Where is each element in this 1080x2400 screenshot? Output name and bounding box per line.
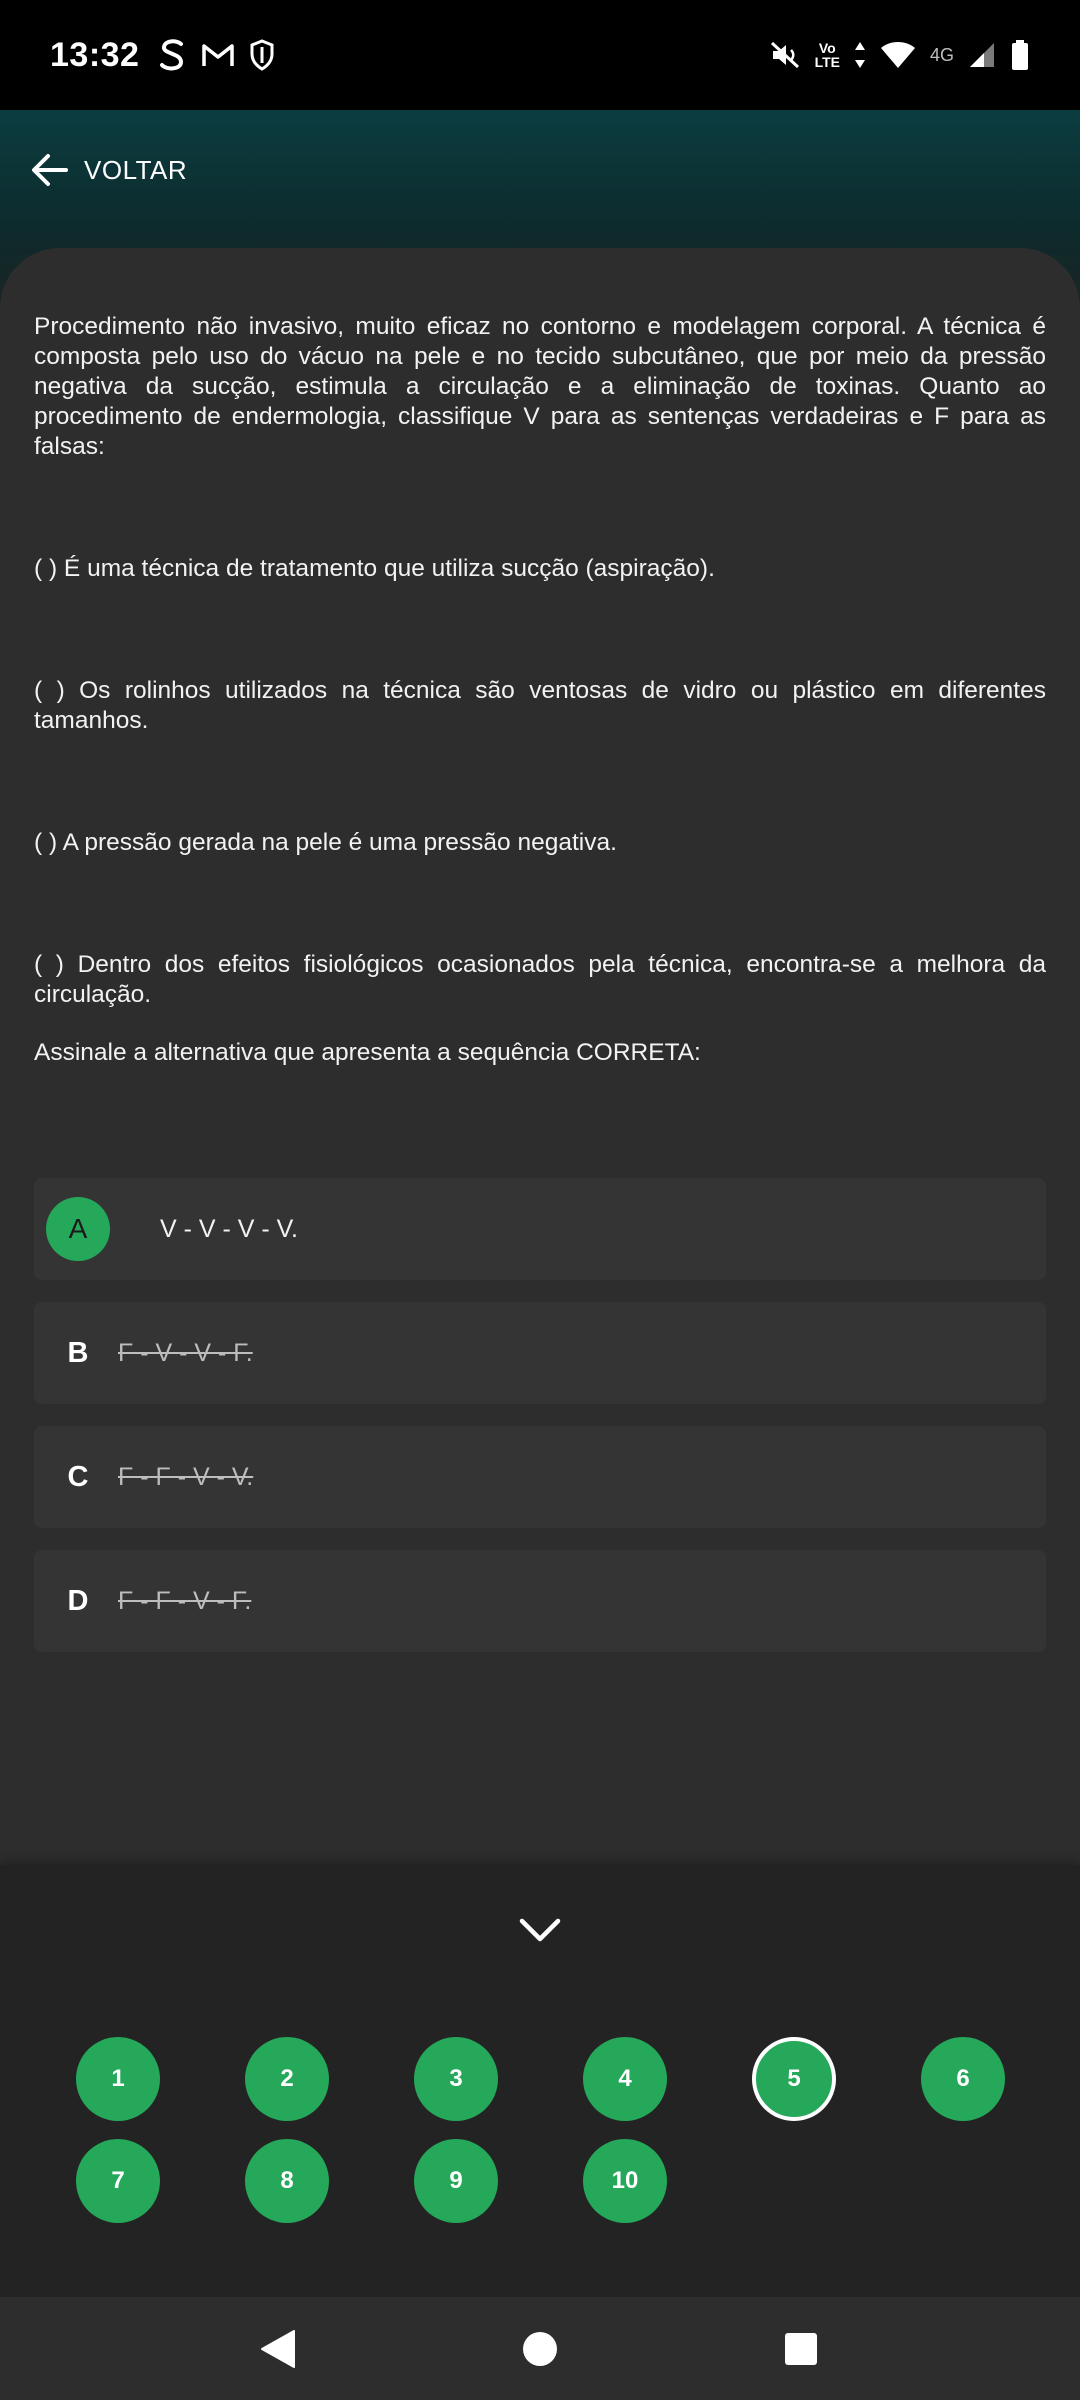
- back-button[interactable]: [30, 150, 187, 190]
- option-b-text: F - V - V - F.: [118, 1338, 253, 1367]
- option-b[interactable]: [34, 1302, 1046, 1404]
- arrow-left-icon: [30, 150, 70, 190]
- question-9-button[interactable]: 9: [414, 2139, 498, 2223]
- question-card: [0, 248, 1080, 1868]
- question-2-button[interactable]: 2: [245, 2037, 329, 2121]
- system-navigation-bar: [0, 2297, 1080, 2400]
- system-recents-button[interactable]: [781, 2329, 821, 2369]
- option-b-letter: B: [67, 1336, 89, 1369]
- shield-icon: [249, 39, 275, 71]
- chevron-down-icon: [518, 1916, 562, 1944]
- gmail-icon: [201, 41, 235, 69]
- option-a-letter: A: [46, 1197, 110, 1261]
- circle-home-icon: [521, 2330, 559, 2368]
- question-4-button[interactable]: 4: [583, 2037, 667, 2121]
- status-time: 13:32: [50, 35, 140, 74]
- signal-icon: [968, 41, 996, 69]
- volte-indicator: [815, 41, 840, 69]
- volte-bottom: LTE: [814, 54, 840, 70]
- option-a[interactable]: [34, 1178, 1046, 1280]
- instruction-text: Assinale a alternativa que apresenta a sequência CORRETA:: [34, 1039, 701, 1066]
- option-c-letter: C: [67, 1460, 89, 1493]
- question-5-button[interactable]: 5: [752, 2037, 836, 2121]
- statement-1: ( ) É uma técnica de tratamento que utiliza sucção (aspiração).: [34, 555, 715, 582]
- question-3-button[interactable]: 3: [414, 2037, 498, 2121]
- question-grid: [76, 2037, 1005, 2223]
- option-d-text: F - F - V - F.: [118, 1586, 252, 1615]
- question-navigator: [0, 1865, 1080, 2297]
- triangle-back-icon: [260, 2329, 296, 2369]
- statement-2: ( ) Os rolinhos utilizados na técnica são ventosas de vidro ou plástico em diferentes tamanhos.: [34, 677, 1046, 734]
- statement-4: ( ) Dentro dos efeitos fisiológicos ocasionados pela técnica, encontra-se a melhora da circulação.: [34, 951, 1046, 1008]
- app-s-icon: [157, 37, 187, 73]
- status-bar: [0, 0, 1080, 110]
- back-label: VOLTAR: [84, 154, 188, 185]
- question-10-button[interactable]: 10: [583, 2139, 667, 2223]
- system-back-button[interactable]: [258, 2329, 298, 2369]
- wifi-icon: [880, 40, 916, 70]
- question-7-button[interactable]: 7: [76, 2139, 160, 2223]
- option-d-letter: D: [67, 1584, 89, 1617]
- statement-3: ( ) A pressão gerada na pele é uma pressão negativa.: [34, 829, 617, 856]
- question-text: Procedimento não invasivo, muito eficaz no contorno e modelagem corporal. A técnica é composta pelo uso do vácuo na pele e no tecido subcutâneo, que por meio da pressão negativa da sucção, estimula a circulação e a eliminação de toxinas. Quanto ao procedimento de endermologia, classifique V para as sentenças verdadeiras e F para as falsas:: [34, 313, 1046, 460]
- square-recents-icon: [783, 2331, 819, 2367]
- mute-icon: [769, 40, 801, 70]
- question-6-button[interactable]: 6: [921, 2037, 1005, 2121]
- question-8-button[interactable]: 8: [245, 2139, 329, 2223]
- data-arrows-icon: [854, 40, 866, 70]
- option-c[interactable]: [34, 1426, 1046, 1528]
- volte-top: Vo: [818, 40, 836, 56]
- option-c-text: F - F - V - V.: [118, 1462, 254, 1491]
- question-1-button[interactable]: 1: [76, 2037, 160, 2121]
- network-type: 4G: [929, 44, 954, 65]
- option-a-text: V - V - V - V.: [160, 1214, 299, 1243]
- battery-icon: [1010, 39, 1030, 71]
- collapse-navigator-button[interactable]: [510, 1910, 570, 1950]
- status-left-icons: [157, 37, 275, 73]
- status-right-icons: [769, 39, 1030, 71]
- option-d[interactable]: [34, 1550, 1046, 1652]
- system-home-button[interactable]: [520, 2329, 560, 2369]
